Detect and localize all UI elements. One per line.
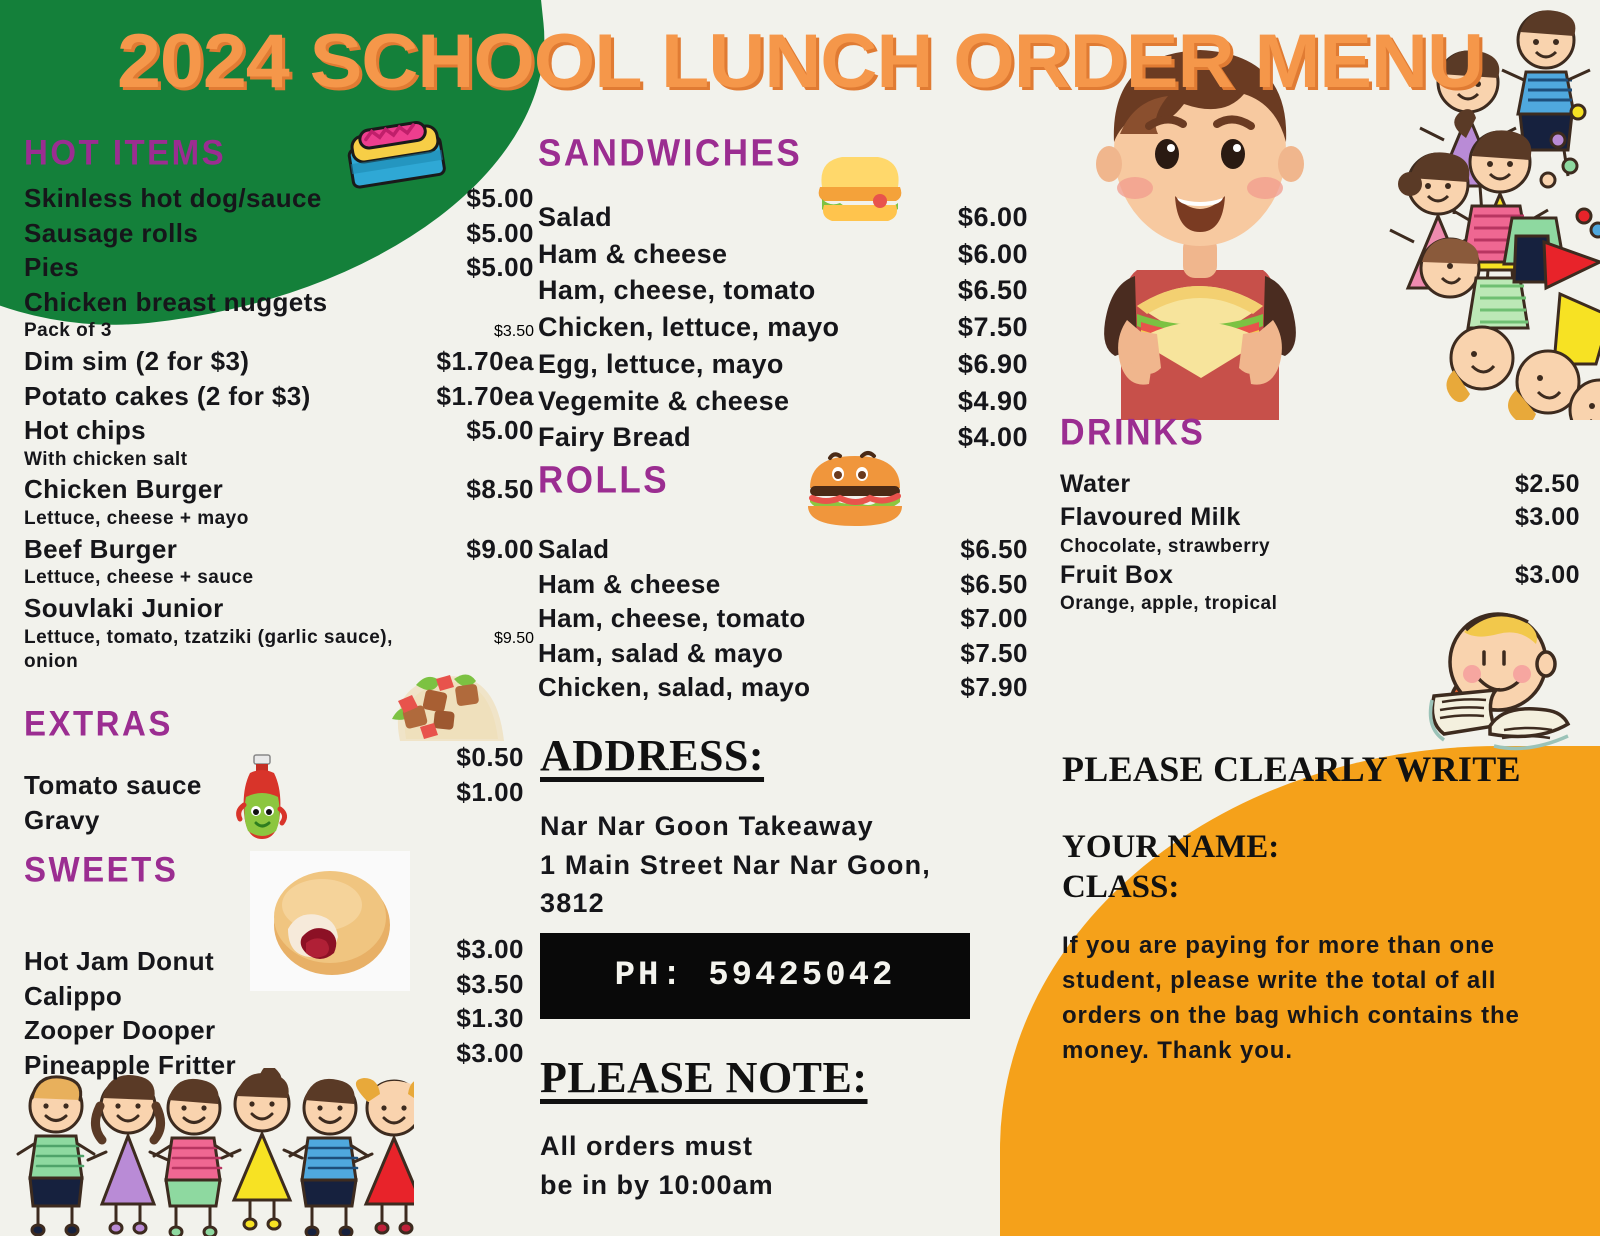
menu-row bbox=[24, 532, 534, 567]
address-line-2: 1 Main Street Nar Nar Goon, bbox=[540, 849, 931, 880]
item-price: $6.90 bbox=[957, 348, 1028, 379]
item-price: $6.50 bbox=[960, 534, 1028, 564]
menu-row bbox=[24, 968, 524, 1014]
sweets-heading: SWEETS bbox=[24, 848, 179, 889]
boy-reading-book-illustration bbox=[1390, 600, 1580, 760]
item-name: Chicken breast nuggets bbox=[24, 286, 328, 317]
item-price: $9.50 bbox=[493, 629, 534, 647]
menu-row bbox=[1060, 559, 1580, 592]
item-price: $2.50 bbox=[1514, 470, 1580, 498]
extras-section bbox=[24, 702, 524, 849]
menu-row bbox=[538, 636, 1028, 671]
item-name: Egg, lettuce, mayo bbox=[538, 348, 784, 379]
write-instructions: If you are paying for more than one student, please write the total of all orders on the bag which contains the money. Thank you. bbox=[1062, 932, 1520, 1064]
please-clearly-write-block bbox=[1062, 748, 1574, 1068]
item-price: $7.90 bbox=[960, 672, 1028, 703]
item-sub: Pack of 3 bbox=[24, 320, 112, 342]
please-note-heading: PLEASE NOTE: bbox=[540, 1053, 868, 1102]
sandwiches-section bbox=[538, 131, 1028, 456]
item-name: Chicken, salad, mayo bbox=[538, 672, 811, 703]
hot-items-section bbox=[24, 131, 534, 675]
item-name: Gravy bbox=[24, 804, 100, 835]
item-name: Hot chips bbox=[24, 415, 147, 446]
hot-items-heading: HOT ITEMS bbox=[24, 131, 227, 172]
item-name: Tomato sauce bbox=[24, 770, 202, 800]
item-price: $5.00 bbox=[466, 217, 534, 248]
item-name: Pies bbox=[24, 252, 80, 283]
item-sub: Lettuce, tomato, tzatziki (garlic sauce), onion bbox=[24, 626, 393, 673]
menu-row bbox=[538, 532, 1028, 567]
phone-number: PH: 59425042 bbox=[614, 957, 896, 995]
item-price: $1.00 bbox=[456, 776, 524, 807]
item-price: $6.50 bbox=[960, 568, 1028, 599]
item-name: Fruit Box bbox=[1060, 561, 1174, 590]
item-price: $3.50 bbox=[493, 323, 534, 341]
menu-row bbox=[1060, 468, 1580, 501]
menu-row bbox=[538, 199, 1028, 236]
menu-row bbox=[24, 1003, 524, 1048]
menu-row bbox=[24, 379, 534, 414]
item-sub: Orange, apple, tropical bbox=[1060, 593, 1278, 615]
menu-row bbox=[538, 670, 1028, 705]
item-price: $6.00 bbox=[957, 238, 1028, 269]
menu-row bbox=[24, 934, 524, 979]
item-name: Ham, salad & mayo bbox=[538, 637, 784, 668]
menu-row bbox=[538, 567, 1028, 602]
item-price: $0.50 bbox=[456, 742, 524, 772]
menu-row bbox=[538, 383, 1028, 420]
item-price: $4.00 bbox=[957, 422, 1028, 453]
item-name: Souvlaki Junior bbox=[24, 592, 224, 623]
item-sub: Chocolate, strawberry bbox=[1060, 535, 1271, 557]
please-note-line-2: be in by 10:00am bbox=[540, 1170, 774, 1201]
please-note-line-1: All orders must bbox=[540, 1131, 754, 1161]
item-name: Ham, cheese, tomato bbox=[538, 603, 806, 634]
rolls-section bbox=[538, 458, 1028, 705]
menu-row bbox=[538, 419, 1028, 456]
please-note-block bbox=[540, 1052, 1020, 1205]
item-price: $4.90 bbox=[957, 385, 1028, 416]
menu-row bbox=[24, 344, 534, 379]
rolls-heading: ROLLS bbox=[538, 458, 670, 501]
item-name: Potato cakes (2 for $3) bbox=[24, 380, 311, 411]
item-name: Calippo bbox=[24, 980, 123, 1011]
item-price: $1.70ea bbox=[436, 380, 534, 411]
item-price: $6.00 bbox=[957, 202, 1028, 232]
item-sub: Lettuce, cheese + mayo bbox=[24, 508, 249, 529]
item-price: $3.50 bbox=[456, 968, 524, 999]
menu-row bbox=[24, 285, 534, 320]
children-holding-hands-illustration bbox=[14, 1068, 414, 1236]
drinks-heading: DRINKS bbox=[1060, 411, 1206, 453]
item-price: $3.00 bbox=[1514, 503, 1580, 532]
item-price: $7.00 bbox=[960, 603, 1028, 634]
sandwiches-heading: SANDWICHES bbox=[538, 131, 803, 174]
item-name: Pineapple Fritter bbox=[24, 1049, 236, 1080]
menu-row bbox=[24, 216, 534, 251]
menu-row bbox=[1060, 501, 1580, 534]
item-name: Ham & cheese bbox=[538, 568, 721, 599]
phone-banner bbox=[540, 933, 970, 1019]
item-price: $5.00 bbox=[466, 183, 534, 213]
menu-row bbox=[24, 181, 534, 216]
menu-row bbox=[24, 472, 534, 507]
class-label: CLASS: bbox=[1062, 868, 1180, 905]
address-block bbox=[540, 730, 1030, 923]
item-name: Salad bbox=[538, 534, 610, 564]
item-price: $7.50 bbox=[960, 637, 1028, 668]
item-price: $7.50 bbox=[957, 312, 1028, 343]
menu-row-sub bbox=[24, 626, 534, 675]
your-name-label: YOUR NAME: bbox=[1062, 829, 1280, 865]
item-name: Ham & cheese bbox=[538, 238, 728, 269]
address-heading: ADDRESS: bbox=[540, 731, 765, 780]
item-name: Salad bbox=[538, 202, 613, 232]
item-name: Ham, cheese, tomato bbox=[538, 275, 816, 306]
drinks-section bbox=[1060, 411, 1580, 617]
item-name: Hot Jam Donut bbox=[24, 946, 215, 976]
item-name: Fairy Bread bbox=[538, 422, 691, 453]
sweets-section bbox=[24, 848, 524, 1082]
item-name: Water bbox=[1060, 470, 1131, 498]
menu-row bbox=[538, 346, 1028, 383]
item-sub: With chicken salt bbox=[24, 448, 188, 470]
item-name: Skinless hot dog/sauce bbox=[24, 183, 322, 213]
menu-row bbox=[538, 272, 1028, 309]
item-sub: Lettuce, cheese + sauce bbox=[24, 567, 254, 589]
item-price: $8.50 bbox=[466, 474, 534, 505]
item-name: Chicken, lettuce, mayo bbox=[538, 312, 840, 343]
item-price: $5.00 bbox=[466, 415, 534, 446]
menu-row bbox=[24, 413, 534, 448]
menu-row bbox=[24, 742, 524, 803]
item-name: Zooper Dooper bbox=[24, 1015, 216, 1046]
item-price: $6.50 bbox=[957, 275, 1028, 306]
menu-row bbox=[538, 236, 1028, 273]
write-heading: PLEASE CLEARLY WRITE bbox=[1062, 749, 1521, 789]
extras-heading: EXTRAS bbox=[24, 702, 173, 743]
address-line-3: 3812 bbox=[540, 888, 605, 919]
item-price: $3.00 bbox=[456, 1037, 524, 1068]
item-name: Chicken Burger bbox=[24, 474, 224, 505]
item-name: Vegemite & cheese bbox=[538, 385, 790, 416]
item-price: $1.30 bbox=[456, 1003, 524, 1034]
address-line-1: Nar Nar Goon Takeaway bbox=[540, 811, 874, 841]
menu-row bbox=[24, 1037, 524, 1083]
menu-row bbox=[538, 601, 1028, 636]
menu-row-sub bbox=[24, 319, 534, 344]
item-name: Sausage rolls bbox=[24, 217, 199, 248]
item-name: Beef Burger bbox=[24, 533, 178, 564]
item-price: $3.00 bbox=[1514, 561, 1580, 590]
item-price: $3.00 bbox=[456, 934, 524, 964]
item-price: $5.00 bbox=[466, 252, 534, 283]
item-price: $1.70ea bbox=[436, 346, 534, 376]
menu-row bbox=[538, 309, 1028, 346]
page-title: 2024 SCHOOL LUNCH ORDER MENU bbox=[116, 19, 1484, 104]
item-price: $9.00 bbox=[466, 533, 534, 564]
menu-row bbox=[24, 250, 534, 285]
item-name: Dim sim (2 for $3) bbox=[24, 346, 250, 376]
menu-row bbox=[24, 591, 534, 626]
item-name: Flavoured Milk bbox=[1060, 503, 1241, 532]
